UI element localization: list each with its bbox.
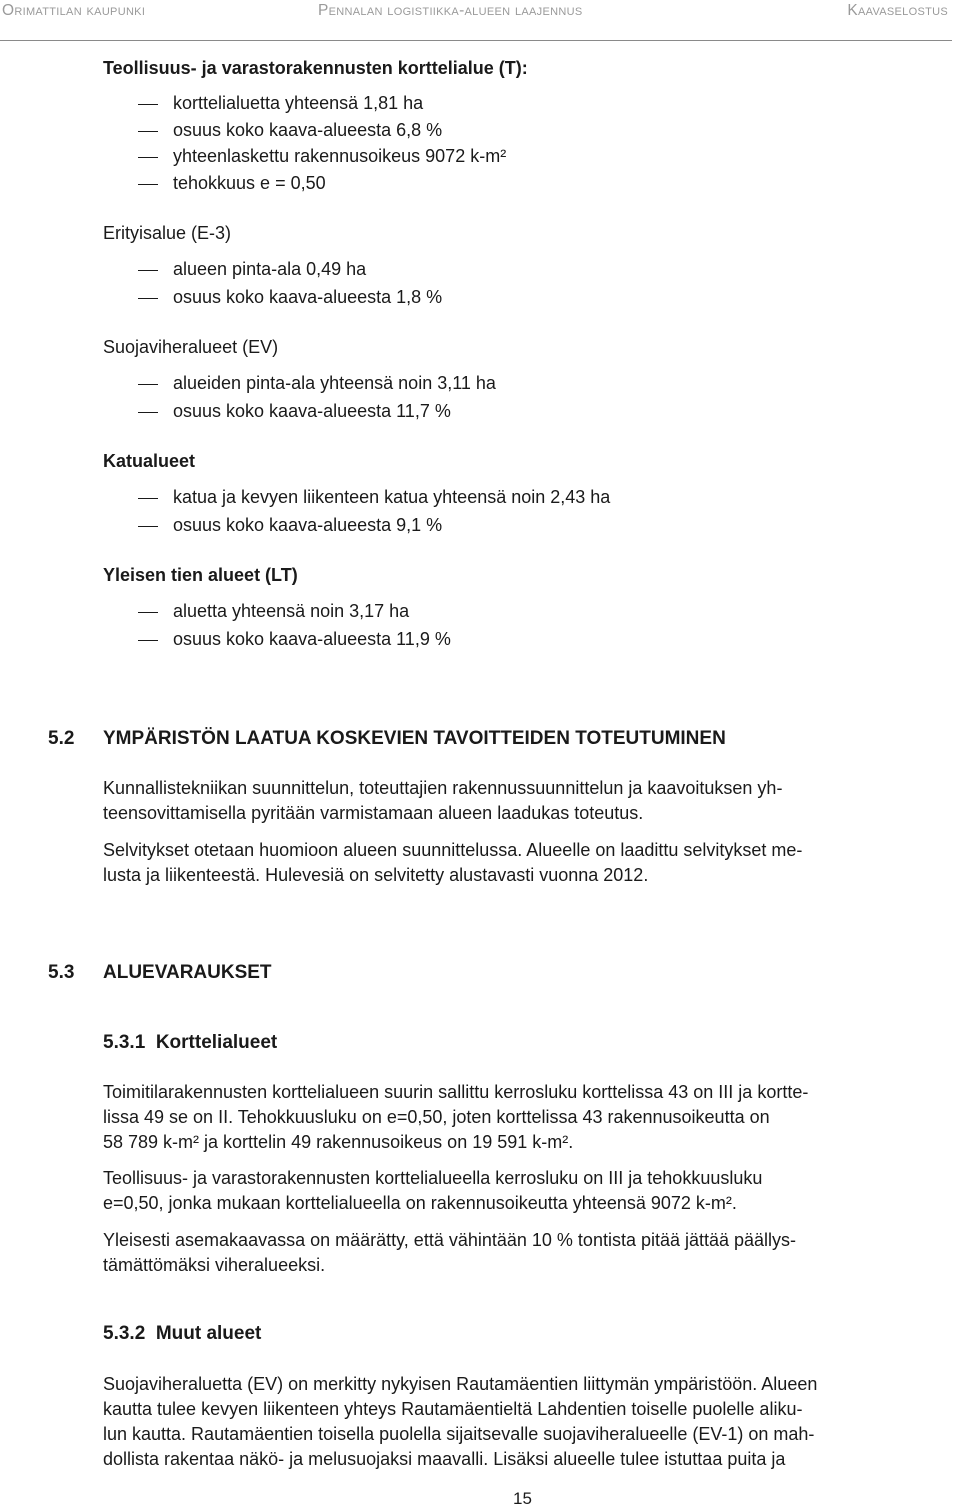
e-area-heading: Erityisalue (E-3): [103, 223, 232, 243]
dash-bullet: [138, 184, 158, 185]
t-area-heading: Teollisuus- ja varastorakennusten korttelialue (T):: [103, 58, 528, 78]
paragraph: Selvitykset otetaan huomioon alueen suunnittelussa. Alueelle on laadittu selvitykset me- lusta ja liikenteestä. Hulevesiä on selvitetty alustavasti vuonna 2012.: [103, 840, 803, 885]
dash-bullet: [138, 131, 158, 132]
streets-heading: Katualueet: [103, 451, 196, 471]
page-number: 15: [513, 1489, 532, 1508]
header-divider: [0, 40, 952, 41]
section-number: 5.3: [48, 962, 75, 983]
dash-bullet: [138, 104, 158, 105]
header-municipality: Orimattilan kaupunki: [2, 2, 146, 19]
subsection-title: 5.3.2 Muut alueet: [103, 1323, 262, 1344]
subsection-title: 5.3.1 Korttelialueet: [103, 1032, 278, 1053]
paragraph: Teollisuus- ja varastorakennusten korttelialueella kerrosluku on III ja tehokkuusluku e=0,50, jonka mukaan korttelialueella on rakennusoikeutta yhteensä 9072 k-m².: [103, 1168, 763, 1213]
section-number: 5.2: [48, 728, 75, 749]
paragraph: Yleisesti asemakaavassa on määrätty, että vähintään 10 % tontista pitää jättää päällys- tämättömäksi viheralueeksi.: [103, 1230, 797, 1275]
dash-bullet: [138, 298, 158, 299]
section-title: YMPÄRISTÖN LAATUA KOSKEVIEN TAVOITTEIDEN TOTEUTUMINEN: [103, 728, 726, 749]
dash-bullet: [138, 157, 158, 158]
dash-bullet: [138, 526, 158, 527]
lt-area-heading: Yleisen tien alueet (LT): [103, 565, 298, 585]
dash-bullet: [138, 270, 158, 271]
header-document-type: Kaavaselostus: [847, 2, 948, 19]
section-title: ALUEVARAUKSET: [103, 962, 272, 983]
ev-area-heading: Suojaviheralueet (EV): [103, 337, 279, 357]
paragraph: Suojaviheraluetta (EV) on merkitty nykyisen Rautamäentien liittymän ympäristöön. Alueen kautta tulee kevyen liikenteen yhteys Rautamäentieltä Lahdentien toiselle puolelle aliku- lun kautta. Rautamäentien toisella puolella sijaitsevalle suojaviheralueelle (EV-1) on mah- dollista rakentaa näkö- ja melusuojaksi maavalli. Lisäksi alueelle tulee istuttaa puita ja: [103, 1374, 818, 1469]
dash-bullet: [138, 640, 158, 641]
dash-bullet: [138, 384, 158, 385]
paragraph: Kunnallistekniikan suunnittelun, toteuttajien rakennussuunnittelun ja kaavoituksen yh- teensovittamisella pyritään varmistamaan alueen laadukas toteutus.: [103, 778, 783, 823]
page-header: [0, 0, 960, 40]
header-project-title: Pennalan logistiikka-alueen laajennus: [318, 2, 583, 19]
dash-bullet: [138, 498, 158, 499]
dash-bullet: [138, 412, 158, 413]
paragraph: Toimitilarakennusten korttelialueen suurin sallittu kerrosluku korttelissa 43 on III ja kortte- lissa 49 se on II. Tehokkuusluku on e=0,50, joten korttelissa 43 rakennusoikeutta on 58 789 k-m² ja korttelin 49 rakennusoikeus on 19 591 k-m².: [103, 1082, 809, 1152]
dash-bullet: [138, 612, 158, 613]
